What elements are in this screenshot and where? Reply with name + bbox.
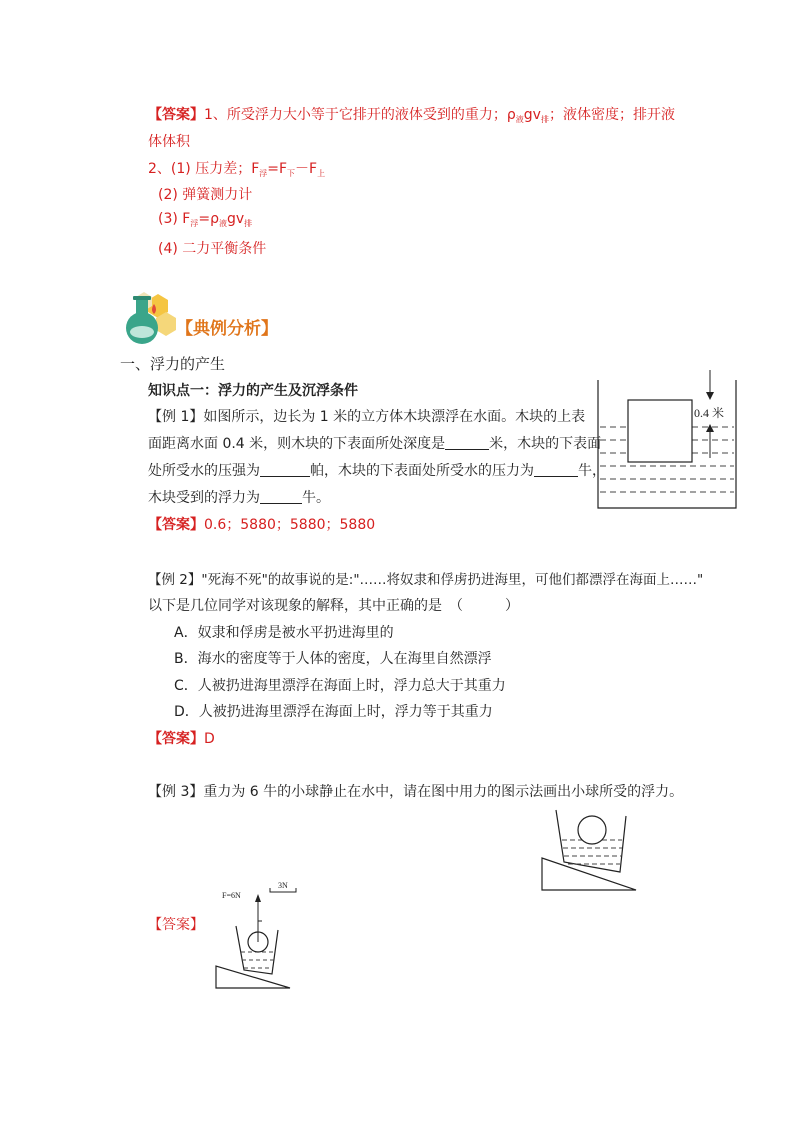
knowledge-point: 知识点一：浮力的产生及沉浮条件: [148, 383, 358, 399]
figure-label: 0.4 米: [694, 406, 725, 420]
section-title: 【典例分析】: [176, 319, 278, 339]
answer-tag: 【答案】: [148, 107, 204, 123]
answer-text: ；液体密度；排开液: [548, 107, 675, 123]
answer-text: (3) F: [158, 211, 191, 227]
floating-cube-figure: [596, 370, 738, 510]
answer-tag: 【答案】: [148, 517, 204, 533]
ex1-line-4: [148, 487, 330, 507]
answer-blank: [260, 462, 310, 477]
ex1-line-2: [148, 433, 601, 453]
answer-line-2: 体体积: [148, 134, 190, 150]
ex1-text: 帕，木块的下表面处所受水的压力为: [310, 463, 534, 479]
answer-text: =ρ: [198, 211, 219, 227]
answer-text: 2、(1) 压力差；F: [148, 161, 260, 177]
answer-text: 1、所受浮力大小等于它排开的液体受到的重力；ρ: [204, 107, 516, 123]
force-diagram-figure: [214, 878, 294, 990]
flask-icon: [120, 292, 180, 346]
subscript: 浮: [190, 219, 199, 228]
answer-line-4: (2) 弹簧测力计: [158, 187, 253, 203]
answer-line-3: [148, 158, 325, 179]
ex1-text: 面距离水面 0.4 米，则木块的下表面所处深度是: [148, 436, 446, 452]
answer-text: =F: [267, 161, 288, 177]
ex1-text: 牛，: [578, 463, 606, 479]
answer-value: 0.6；5880；5880；5880: [204, 517, 376, 533]
subscript: 排: [540, 115, 549, 124]
subscript: 下: [287, 169, 296, 178]
ex2-line-2: 以下是几位同学对该现象的解释，其中正确的是 （ ）: [148, 598, 519, 614]
answer-blank: [534, 462, 578, 477]
subscript: 液: [515, 115, 524, 124]
incline-beaker-figure: [540, 806, 640, 892]
answer-line-6: (4) 二力平衡条件: [158, 241, 267, 257]
ex1-text: 牛。: [302, 490, 330, 506]
ex1-line-3: [148, 460, 606, 480]
subscript: 上: [317, 169, 326, 178]
answer-text: gv: [226, 211, 245, 227]
ex2-answer: [148, 728, 215, 748]
answer-line-1: [148, 104, 675, 125]
answer-blank: [260, 489, 302, 504]
subscript: 浮: [259, 169, 268, 178]
answer-line-5: [158, 211, 252, 229]
ex3-line-1: 【例 3】重力为 6 牛的小球静止在水中，请在图中用力的图示法画出小球所受的浮力。: [148, 784, 684, 800]
ex3-answer-tag: 【答案】: [148, 917, 204, 933]
ex1-text: 米，木块的下表面: [489, 436, 602, 452]
force-label: F=6N: [222, 891, 241, 900]
subscript: 液: [218, 219, 227, 228]
ex2-option-c: C．人被扔进海里漂浮在海面上时，浮力总大于其重力: [174, 678, 506, 694]
answer-blank: [445, 435, 489, 450]
ex2-line-1: 【例 2】"死海不死"的故事说的是:"……将奴隶和俘虏扔进海里，可他们都漂浮在海面上……": [148, 572, 704, 588]
ex2-option-a: A．奴隶和俘虏是被水平扔进海里的: [174, 625, 394, 641]
answer-text: gv: [523, 107, 541, 123]
answer-value: D: [204, 731, 215, 747]
ex1-text: 木块受到的浮力为: [148, 490, 260, 506]
section-heading: 一、浮力的产生: [120, 355, 226, 373]
ex1-line-1: 【例 1】如图所示，边长为 1 米的立方体木块漂浮在水面。木块的上表: [148, 409, 586, 425]
subscript: 排: [244, 219, 253, 228]
answer-text: －F: [295, 161, 318, 177]
ex2-option-b: B．海水的密度等于人体的密度，人在海里自然漂浮: [174, 651, 492, 667]
answer-tag: 【答案】: [148, 731, 204, 747]
ex1-text: 处所受水的压强为: [148, 463, 260, 479]
ex2-option-d: D．人被扔进海里漂浮在海面上时，浮力等于其重力: [174, 704, 493, 720]
scale-label: 3N: [278, 881, 288, 890]
ex1-answer: [148, 514, 375, 534]
